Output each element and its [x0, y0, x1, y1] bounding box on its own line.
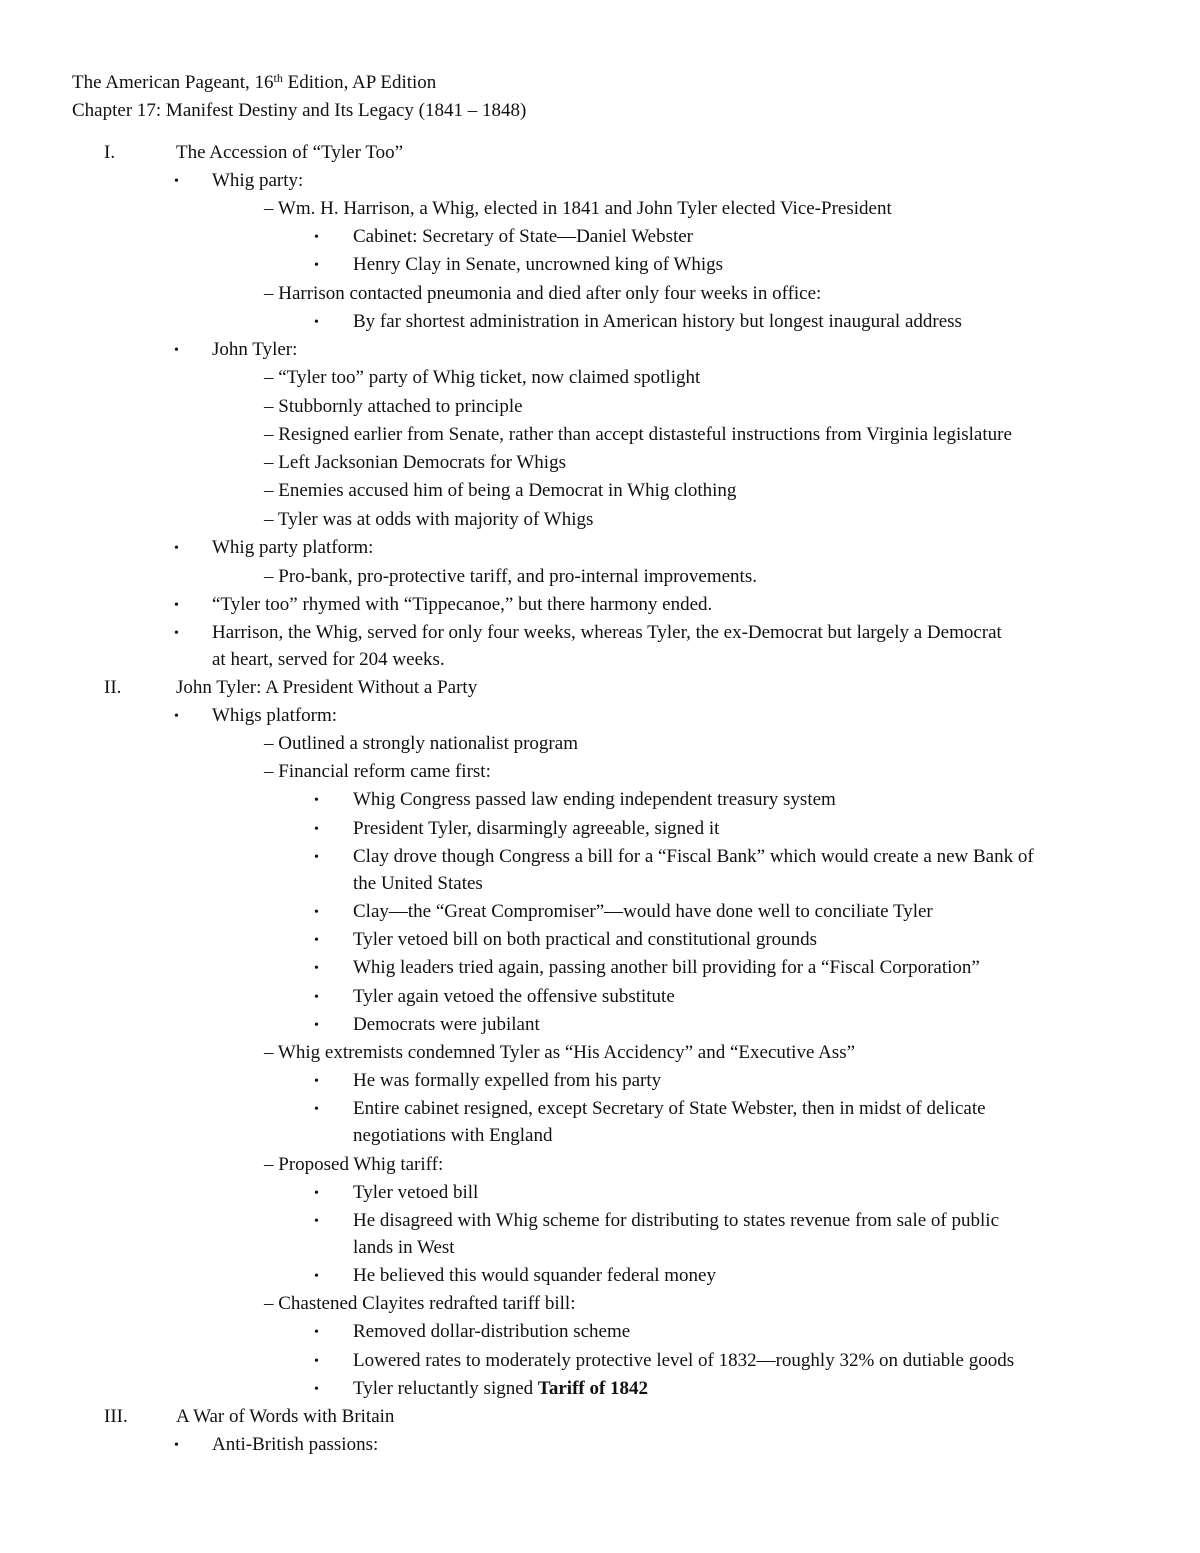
sub-bullet-icon: •: [314, 933, 319, 948]
bullet-item: Harrison, the Whig, served for only four weeks, whereas Tyler, the ex-Democrat but largely a Democrat: [212, 622, 1002, 643]
dash-item: – Whig extremists condemned Tyler as “His Accidency” and “Executive Ass”: [264, 1042, 856, 1063]
sub-bullet-icon: •: [314, 1074, 319, 1089]
sub-bullet-icon: •: [314, 230, 319, 245]
bullet-icon: •: [174, 598, 179, 613]
document-title: The American Pageant, 16th Edition, AP Edition: [72, 71, 437, 93]
sub-bullet-item: Clay drove though Congress a bill for a “Fiscal Bank” which would create a new Bank of: [353, 846, 1034, 867]
dash-item: – Enemies accused him of being a Democrat in Whig clothing: [264, 480, 737, 501]
sub-bullet-icon: •: [314, 1325, 319, 1340]
sub-bullet-icon: •: [314, 315, 319, 330]
sub-bullet-item: Tyler vetoed bill: [353, 1182, 479, 1203]
sub-bullet-icon: •: [314, 1102, 319, 1117]
bullet-item-continued: at heart, served for 204 weeks.: [212, 649, 445, 670]
sub-bullet-item: Lowered rates to moderately protective level of 1832—roughly 32% on dutiable goods: [353, 1350, 1015, 1371]
bullet-icon: •: [174, 709, 179, 724]
dash-item: – Left Jacksonian Democrats for Whigs: [264, 452, 566, 473]
dash-item: – Proposed Whig tariff:: [264, 1154, 444, 1175]
bullet-item: Anti-British passions:: [212, 1434, 379, 1455]
sub-bullet-item: Cabinet: Secretary of State—Daniel Webster: [353, 226, 694, 247]
dash-item: – Wm. H. Harrison, a Whig, elected in 1841 and John Tyler elected Vice-President: [264, 198, 892, 219]
dash-item: – Resigned earlier from Senate, rather than accept distasteful instructions from Virginia legislature: [264, 424, 1012, 445]
bullet-icon: •: [174, 541, 179, 556]
bullet-icon: •: [174, 174, 179, 189]
sub-bullet-item-continued: negotiations with England: [353, 1125, 553, 1146]
sub-bullet-item: He disagreed with Whig scheme for distributing to states revenue from sale of public: [353, 1210, 999, 1231]
sub-bullet-item: Henry Clay in Senate, uncrowned king of Whigs: [353, 254, 724, 275]
sub-bullet-icon: •: [314, 1269, 319, 1284]
dash-item: – Pro-bank, pro-protective tariff, and pro-internal improvements.: [264, 566, 757, 587]
section-numeral: II.: [104, 677, 122, 698]
dash-item: – Financial reform came first:: [264, 761, 491, 782]
sub-bullet-item: Tyler again vetoed the offensive substitute: [353, 986, 675, 1007]
section-numeral: III.: [104, 1406, 128, 1427]
dash-item: – Chastened Clayites redrafted tariff bill:: [264, 1293, 576, 1314]
sub-bullet-icon: •: [314, 1382, 319, 1397]
sub-bullet-item-continued: lands in West: [353, 1237, 455, 1258]
sub-bullet-item: President Tyler, disarmingly agreeable, signed it: [353, 818, 720, 839]
section-title: The Accession of “Tyler Too”: [176, 142, 404, 163]
sub-bullet-item-continued: the United States: [353, 873, 483, 894]
sub-bullet-icon: •: [314, 1214, 319, 1229]
dash-item: – “Tyler too” party of Whig ticket, now claimed spotlight: [264, 367, 701, 388]
sub-bullet-item: Tyler vetoed bill on both practical and constitutional grounds: [353, 929, 818, 950]
sub-bullet-icon: •: [314, 961, 319, 976]
bullet-icon: •: [174, 626, 179, 641]
dash-item: – Outlined a strongly nationalist program: [264, 733, 578, 754]
sub-bullet-item: By far shortest administration in American history but longest inaugural address: [353, 311, 962, 332]
bullet-item: John Tyler:: [212, 339, 298, 360]
sub-bullet-icon: •: [314, 850, 319, 865]
section-numeral: I.: [104, 142, 116, 163]
sub-bullet-icon: •: [314, 822, 319, 837]
section-title: John Tyler: A President Without a Party: [176, 677, 478, 698]
sub-bullet-item: He was formally expelled from his party: [353, 1070, 662, 1091]
sub-bullet-icon: •: [314, 1186, 319, 1201]
sub-bullet-icon: •: [314, 793, 319, 808]
sub-bullet-item: He believed this would squander federal money: [353, 1265, 716, 1286]
sub-bullet-item: Tyler reluctantly signed Tariff of 1842: [353, 1378, 649, 1399]
bullet-icon: •: [174, 343, 179, 358]
sub-bullet-item: Clay—the “Great Compromiser”—would have done well to conciliate Tyler: [353, 901, 933, 922]
sub-bullet-icon: •: [314, 905, 319, 920]
sub-bullet-item: Removed dollar-distribution scheme: [353, 1321, 631, 1342]
sub-bullet-icon: •: [314, 1354, 319, 1369]
bullet-item: Whig party:: [212, 170, 304, 191]
sub-bullet-icon: •: [314, 990, 319, 1005]
chapter-title: Chapter 17: Manifest Destiny and Its Legacy (1841 – 1848): [72, 100, 527, 121]
bullet-item: “Tyler too” rhymed with “Tippecanoe,” but there harmony ended.: [212, 594, 713, 615]
sub-bullet-icon: •: [314, 258, 319, 273]
sub-bullet-item: Whig Congress passed law ending independent treasury system: [353, 789, 836, 810]
sub-bullet-item: Entire cabinet resigned, except Secretary of State Webster, then in midst of delicate: [353, 1098, 986, 1119]
bullet-item: Whigs platform:: [212, 705, 338, 726]
bullet-icon: •: [174, 1438, 179, 1453]
dash-item: – Tyler was at odds with majority of Whigs: [264, 509, 594, 530]
sub-bullet-item: Whig leaders tried again, passing another bill providing for a “Fiscal Corporation”: [353, 957, 980, 978]
section-title: A War of Words with Britain: [176, 1406, 395, 1427]
sub-bullet-icon: •: [314, 1018, 319, 1033]
sub-bullet-item: Democrats were jubilant: [353, 1014, 540, 1035]
dash-item: – Stubbornly attached to principle: [264, 396, 523, 417]
dash-item: – Harrison contacted pneumonia and died after only four weeks in office:: [264, 283, 822, 304]
bullet-item: Whig party platform:: [212, 537, 374, 558]
